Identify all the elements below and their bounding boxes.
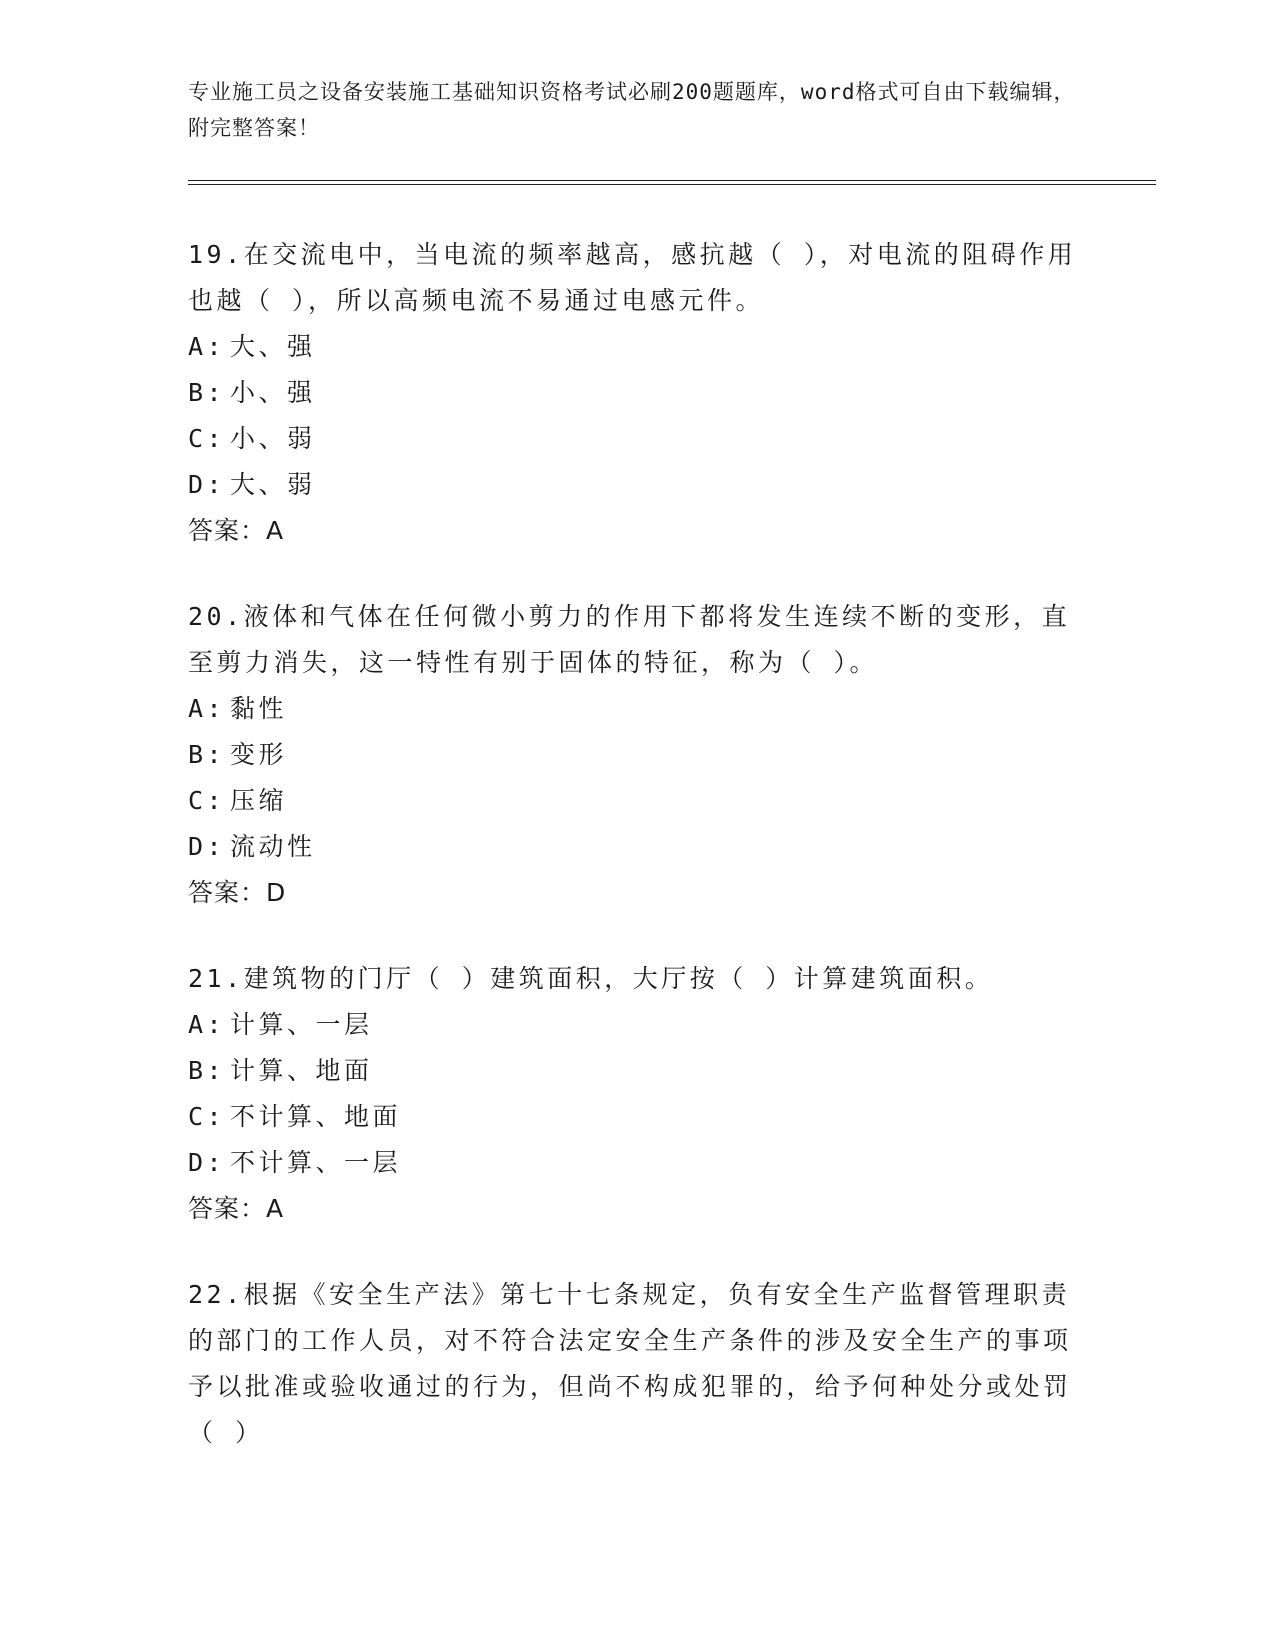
question-21 <box>188 956 1088 1232</box>
answer-line: 答案：D <box>188 878 287 907</box>
question-list <box>188 232 1088 1496</box>
option-letter: C: <box>188 424 226 453</box>
question-22 <box>188 1272 1088 1456</box>
question-stem <box>188 594 1088 686</box>
answer-line: 答案：A <box>188 516 285 545</box>
option-text: 大、弱 <box>230 470 316 499</box>
question-text: 根据《安全生产法》第七十七条规定，负有安全生产监督管理职责的部门的工作人员，对不符合法定安全生产条件的涉及安全生产的事项予以批准或验收通过的行为，但尚不构成犯罪的，给予何种处分或处罚（ ） <box>188 1280 1072 1447</box>
option-letter: A: <box>188 694 226 723</box>
question-number: 22. <box>188 1280 244 1309</box>
question-number: 19. <box>188 240 244 269</box>
option-letter: A: <box>188 1010 226 1039</box>
option-text: 压缩 <box>230 786 288 815</box>
question-number: 21. <box>188 964 244 993</box>
option-d <box>188 824 1088 870</box>
question-19 <box>188 232 1088 554</box>
question-text: 在交流电中，当电流的频率越高，感抗越（ ），对电流的阻碍作用也越（ ），所以高频电流不易通过电感元件。 <box>188 240 1077 315</box>
option-text: 大、强 <box>230 332 316 361</box>
option-c <box>188 778 1088 824</box>
option-text: 不计算、一层 <box>230 1148 402 1177</box>
header-divider <box>188 180 1156 185</box>
option-letter: B: <box>188 378 226 407</box>
option-text: 计算、地面 <box>230 1056 373 1085</box>
option-letter: B: <box>188 740 226 769</box>
option-text: 变形 <box>230 740 288 769</box>
option-text: 小、弱 <box>230 424 316 453</box>
option-d <box>188 1140 1088 1186</box>
option-letter: A: <box>188 332 226 361</box>
option-b <box>188 732 1088 778</box>
option-letter: D: <box>188 832 226 861</box>
question-stem <box>188 1272 1088 1456</box>
option-letter: D: <box>188 1148 226 1177</box>
question-stem <box>188 956 1088 1002</box>
option-text: 小、强 <box>230 378 316 407</box>
question-number: 20. <box>188 602 244 631</box>
option-c <box>188 416 1088 462</box>
option-letter: D: <box>188 470 226 499</box>
header-title: 专业施工员之设备安装施工基础知识资格考试必刷200题题库，word格式可自由下载编辑，附完整答案！ <box>188 80 1076 140</box>
question-text: 建筑物的门厅（ ）建筑面积，大厅按（ ）计算建筑面积。 <box>243 964 994 993</box>
option-d <box>188 462 1088 508</box>
option-text: 流动性 <box>230 832 316 861</box>
option-text: 黏性 <box>230 694 288 723</box>
option-text: 计算、一层 <box>230 1010 373 1039</box>
option-c <box>188 1094 1088 1140</box>
option-b <box>188 370 1088 416</box>
option-a <box>188 324 1088 370</box>
question-stem <box>188 232 1088 324</box>
option-a <box>188 1002 1088 1048</box>
option-b <box>188 1048 1088 1094</box>
question-text: 液体和气体在任何微小剪力的作用下都将发生连续不断的变形，直至剪力消失，这一特性有别于固体的特征，称为（ ）。 <box>188 602 1071 677</box>
document-header <box>188 74 1088 146</box>
option-text: 不计算、地面 <box>230 1102 402 1131</box>
option-letter: C: <box>188 1102 226 1131</box>
option-a <box>188 686 1088 732</box>
option-letter: C: <box>188 786 226 815</box>
answer-line: 答案：A <box>188 1194 285 1223</box>
question-20 <box>188 594 1088 916</box>
option-letter: B: <box>188 1056 226 1085</box>
